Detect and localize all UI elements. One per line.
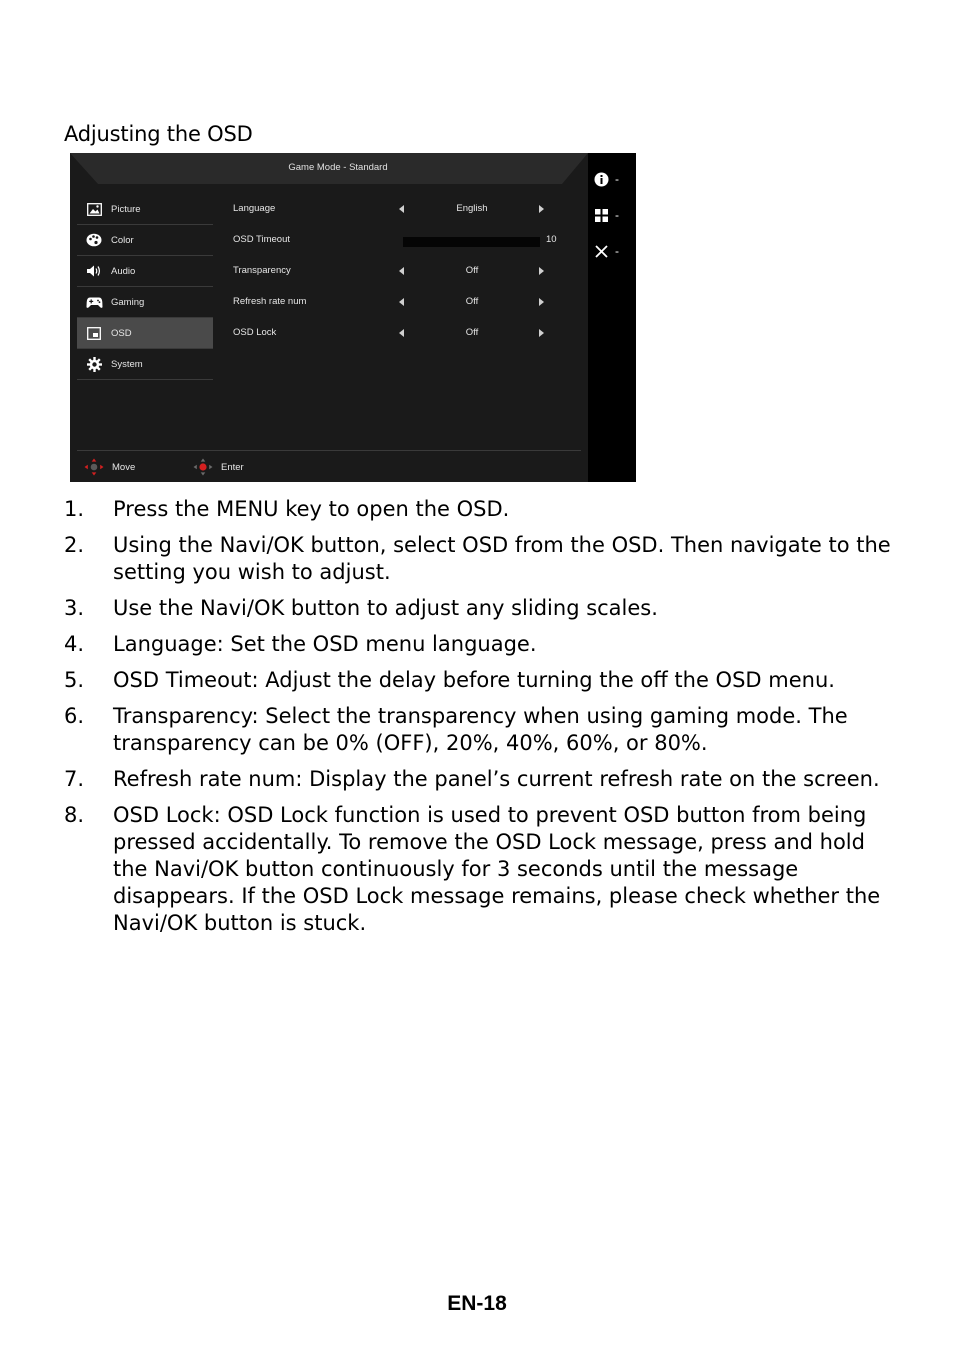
list-item-number: 2. [64,533,85,557]
nav-item-color[interactable] [77,225,213,256]
list-item [64,667,894,694]
list-item-text: OSD Lock: OSD Lock function is used to prevent OSD button from being pressed accidentally. To remove the OSD Lock message, press and hold the Navi/OK button continuously for 3 seconds until the message disappears. If the OSD Lock message remains, please check whether the Navi/OK button is stuck. [113,803,881,935]
setting-language[interactable] [233,194,573,225]
right-arrow-icon[interactable] [539,298,544,306]
navi-move-icon [84,458,104,476]
nav-item-gaming[interactable] [77,287,213,318]
nav-item-label: System [111,358,143,370]
list-item-number: 4. [64,632,85,656]
setting-name: Refresh rate num [233,296,307,307]
list-item [64,703,894,757]
picture-icon [85,200,103,218]
nav-item-audio[interactable] [77,256,213,287]
list-item-number: 5. [64,668,85,692]
list-item-number: 1. [64,497,85,521]
list-item-text: Use the Navi/OK button to adjust any sliding scales. [113,596,658,620]
hotkey-info-label: - [615,172,619,186]
hotkey-grid [594,206,630,224]
setting-name: OSD Lock [233,327,277,338]
setting-value: Off [465,296,479,307]
list-item [64,496,894,523]
setting-refresh-rate-num[interactable] [233,287,573,318]
list-item-text: Press the MENU key to open the OSD. [113,497,510,521]
osd-screenshot [70,153,636,482]
navi-enter-icon [193,458,213,476]
footer-move [84,458,135,476]
list-item [64,766,894,793]
list-item [64,802,894,937]
section-title: Adjusting the OSD [64,122,253,146]
nav-item-label: OSD [111,327,132,339]
hotkey-grid-label: - [615,208,619,222]
osd-timeout-slider[interactable] [403,237,540,247]
list-item [64,532,894,586]
instruction-list [64,496,894,946]
setting-name: Transparency [233,265,291,276]
gear-icon [85,355,103,373]
list-item-text: Using the Navi/OK button, select OSD from the OSD. Then navigate to the setting you wish to adjust. [113,533,891,584]
hotkey-info [594,170,630,188]
osd-settings-list [233,194,573,349]
list-item-number: 8. [64,803,85,827]
left-arrow-icon[interactable] [399,298,404,306]
setting-name: OSD Timeout [233,234,291,245]
left-arrow-icon[interactable] [399,329,404,337]
list-item [64,631,894,658]
setting-value: Off [465,265,479,276]
slider-value: 10 [546,234,557,245]
grid-icon [594,208,609,223]
hotkey-panel [588,153,636,482]
osd-nav-menu [77,194,213,380]
list-item-text: Language: Set the OSD menu language. [113,632,537,656]
speaker-icon [85,262,103,280]
nav-item-label: Audio [111,265,136,277]
nav-item-picture[interactable] [77,194,213,225]
setting-value: Off [465,327,479,338]
nav-item-label: Color [111,234,134,246]
footer-divider [77,450,581,451]
right-arrow-icon[interactable] [539,205,544,213]
footer-move-label: Move [112,461,136,473]
left-arrow-icon[interactable] [399,267,404,275]
hotkey-close-label: - [615,244,619,258]
footer-enter-label: Enter [221,461,244,473]
right-arrow-icon[interactable] [539,267,544,275]
right-arrow-icon[interactable] [539,329,544,337]
list-item-number: 6. [64,704,85,728]
setting-transparency[interactable] [233,256,573,287]
nav-item-label: Picture [111,203,141,215]
list-item-number: 3. [64,596,85,620]
close-icon [594,244,609,259]
osd-window-icon [85,324,103,342]
footer-enter [193,458,244,476]
color-palette-icon [85,231,103,249]
page-number: EN-18 [447,1292,507,1315]
list-item [64,595,894,622]
info-icon [594,172,609,187]
setting-name: Language [233,203,276,214]
setting-value: English [456,203,488,214]
list-item-text: Refresh rate num: Display the panel’s current refresh rate on the screen. [113,767,880,791]
setting-osd-timeout[interactable] [233,225,573,256]
list-item-text: OSD Timeout: Adjust the delay before turning the off the OSD menu. [113,668,835,692]
list-item-text: Transparency: Select the transparency when using gaming mode. The transparency can be 0% (OFF), 20%, 40%, 60%, or 80%. [113,704,848,755]
left-arrow-icon[interactable] [399,205,404,213]
nav-item-osd[interactable] [77,318,213,349]
hotkey-close [594,242,630,260]
list-item-number: 7. [64,767,85,791]
osd-title: Game Mode - Standard [288,162,388,173]
gamepad-icon [85,293,103,311]
nav-item-label: Gaming [111,296,145,308]
setting-osd-lock[interactable] [233,318,573,349]
nav-item-system[interactable] [77,349,213,380]
